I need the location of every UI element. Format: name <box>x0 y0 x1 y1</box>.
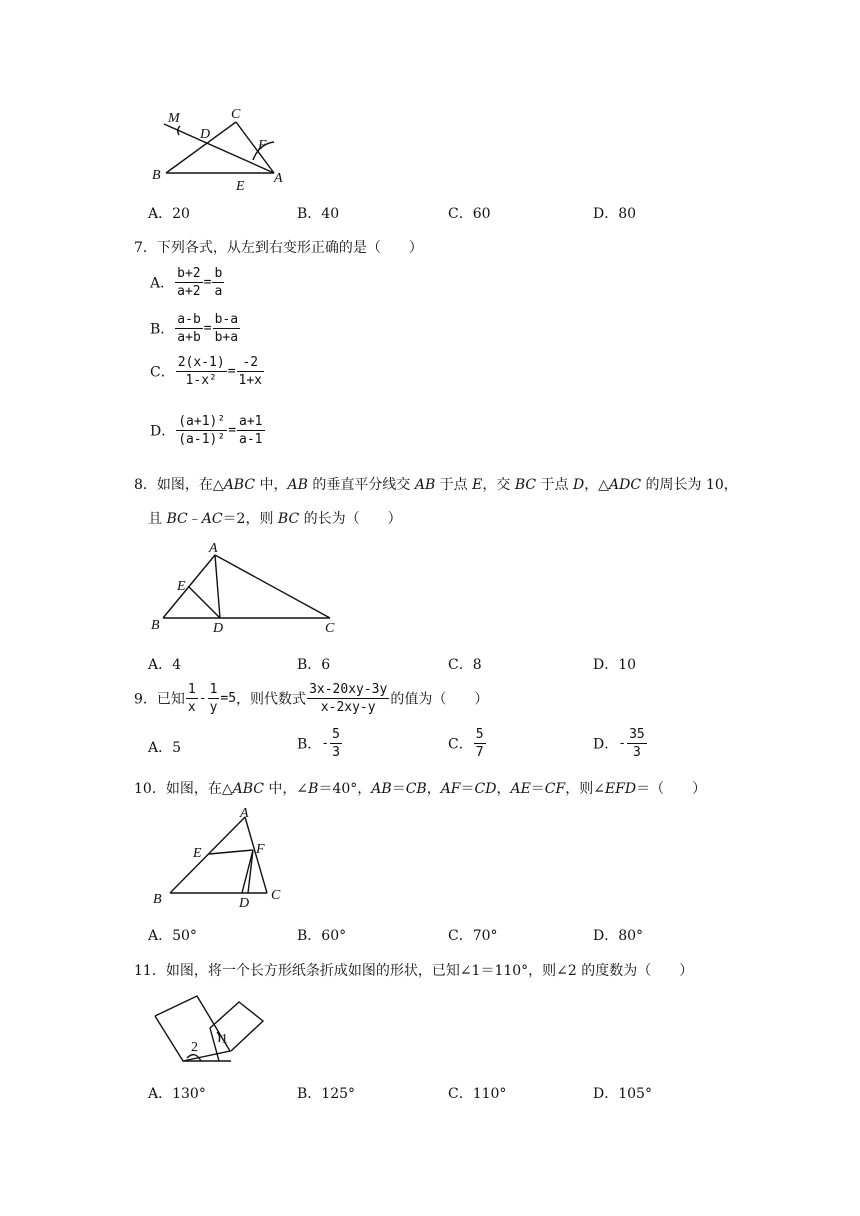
q8-label-a: A <box>209 541 218 556</box>
q9-option-a[interactable]: A．5 <box>148 740 182 756</box>
q7-d-left-fraction: $\frac{\text{(a+1)²}}{\text{(a-1)²}}$ <box>178 414 226 447</box>
q6-label-a: A <box>274 171 283 186</box>
q6-option-c[interactable]: C．60 <box>448 206 491 222</box>
q10-stem: 10．如图，在△ABC 中，∠B＝40°，AB＝CB，AF＝CD，AE＝CF，则∠EFD＝（ ） <box>134 781 707 797</box>
q11-label-1: 1 <box>221 1032 228 1047</box>
q8-stem-line2: 且 BC﹣AC＝2，则 BC 的长为（ ） <box>148 511 402 527</box>
q8-line-ad <box>215 555 220 618</box>
q6-option-b[interactable]: B．40 <box>297 206 340 222</box>
q9-b-fraction: $\frac{5}{3}$ <box>332 727 340 760</box>
q7-b-right-fraction: $\frac{b-a}{b+a}$ <box>214 312 239 345</box>
q6-option-a[interactable]: A．20 <box>148 206 190 222</box>
q7-option-c[interactable]: C． $\frac{2(x-1)}{\text{1-x²}}$ = $\frac{-2}{1+x}$ <box>150 355 262 388</box>
q10-label-f: F <box>256 842 265 857</box>
q10-option-b[interactable]: B．60° <box>297 928 347 944</box>
q6-label-c: C <box>231 107 241 122</box>
q11-option-c[interactable]: C．110° <box>448 1086 507 1102</box>
q11-figure <box>145 988 275 1068</box>
q9-expression-fraction: $\frac{3x-20xy-3y}{x-2xy-y}$ <box>309 682 388 715</box>
q10-label-e: E <box>193 846 202 861</box>
q7-b-letter: B． <box>150 321 175 338</box>
q6-label-m: M <box>168 111 180 126</box>
q9-option-c[interactable]: C． $\frac{5}{7}$ <box>448 727 484 760</box>
q8-option-d[interactable]: D．10 <box>593 657 637 673</box>
q8-option-a[interactable]: A．4 <box>148 657 182 673</box>
q11-strip-right <box>210 1002 263 1051</box>
q8-line-ac <box>215 555 330 618</box>
q11-stem: 11．如图，将一个长方形纸条折成如图的形状，已知∠1＝110°，则∠2 的度数为（ ） <box>134 963 694 979</box>
q8-option-b[interactable]: B．6 <box>297 657 331 673</box>
q10-line-fd <box>242 850 253 893</box>
q7-a-left-fraction: $\frac{b+2}{a+2}$ <box>177 266 201 299</box>
q11-option-d[interactable]: D．105° <box>593 1086 652 1102</box>
q10-label-c: C <box>271 888 281 903</box>
q10-option-a[interactable]: A．50° <box>148 928 197 944</box>
q8-line-ba <box>163 555 215 618</box>
q8-label-c: C <box>325 621 335 635</box>
q6-label-d: D <box>200 127 211 142</box>
q8-line-ed <box>189 587 220 618</box>
q11-option-a[interactable]: A．130° <box>148 1086 206 1102</box>
q6-label-f: F <box>258 138 267 153</box>
q8-option-c[interactable]: C．8 <box>448 657 482 673</box>
q9-stem: 9．已知 $\frac{1}{x}$ - $\frac{1}{y}$ =5，则代数式 $\frac{3x-20xy-3y}{x-2xy-y}$ 的值为（ ） <box>134 682 489 715</box>
q10-label-b: B <box>153 892 162 907</box>
q11-label-2: 2 <box>191 1040 198 1055</box>
q9-c-fraction: $\frac{5}{7}$ <box>475 727 484 760</box>
q9-frac-1-over-y: $\frac{1}{y}$ <box>209 682 218 715</box>
q7-b-left-fraction: $\frac{a-b}{a+b}$ <box>177 312 201 345</box>
q6-line-ca <box>236 122 274 173</box>
q8-stem-line1: 8．如图，在△ABC 中，AB 的垂直平分线交 AB 于点 E，交 BC 于点 D，△ADC 的周长为 10， <box>134 477 738 493</box>
q8-label-b: B <box>151 618 160 633</box>
q7-d-right-fraction: $\frac{a+1}{a-1}$ <box>239 414 263 447</box>
q7-d-letter: D． <box>150 423 176 440</box>
q8-figure <box>145 540 350 635</box>
q7-a-right-fraction: $\frac{b}{a}$ <box>214 266 223 299</box>
q8-label-e: E <box>177 579 186 594</box>
q10-label-d: D <box>239 896 250 910</box>
q7-c-right-fraction: $\frac{-2}{1+x}$ <box>238 355 262 388</box>
q6-figure <box>140 100 300 195</box>
q10-option-d[interactable]: D．80° <box>593 928 644 944</box>
q7-option-a[interactable]: A． $\frac{b+2}{a+2}$ = $\frac{b}{a}$ <box>150 266 223 299</box>
q7-c-letter: C． <box>150 364 175 381</box>
q7-stem: 7．下列各式，从左到右变形正确的是（ ） <box>134 240 423 256</box>
q6-option-d[interactable]: D．80 <box>593 206 637 222</box>
q9-option-b[interactable]: B．- $\frac{5}{3}$ <box>297 727 340 760</box>
q7-c-left-fraction: $\frac{2(x-1)}{\text{1-x²}}$ <box>177 355 225 388</box>
q9-option-d[interactable]: D．- $\frac{35}{3}$ <box>593 727 645 760</box>
q8-label-d: D <box>213 621 224 635</box>
q10-label-a: A <box>240 806 249 821</box>
q10-line-fd2 <box>248 850 253 893</box>
q10-option-c[interactable]: C．70° <box>448 928 498 944</box>
q9-d-fraction: $\frac{35}{3}$ <box>629 727 645 760</box>
q9-frac-1-over-x: $\frac{1}{x}$ <box>187 682 196 715</box>
q10-figure <box>145 805 295 910</box>
q7-a-letter: A． <box>150 275 175 292</box>
q7-option-b[interactable]: B． $\frac{a-b}{a+b}$ = $\frac{b-a}{b+a}$ <box>150 312 239 345</box>
q6-label-e: E <box>236 179 245 194</box>
q10-line-ba <box>170 817 245 893</box>
q7-option-d[interactable]: D． $\frac{\text{(a+1)²}}{\text{(a-1)²}}$ = $\frac{a+1}{a-1}$ <box>150 414 263 447</box>
q6-label-b: B <box>152 168 161 183</box>
q10-line-ef <box>209 850 253 854</box>
q11-option-b[interactable]: B．125° <box>297 1086 356 1102</box>
